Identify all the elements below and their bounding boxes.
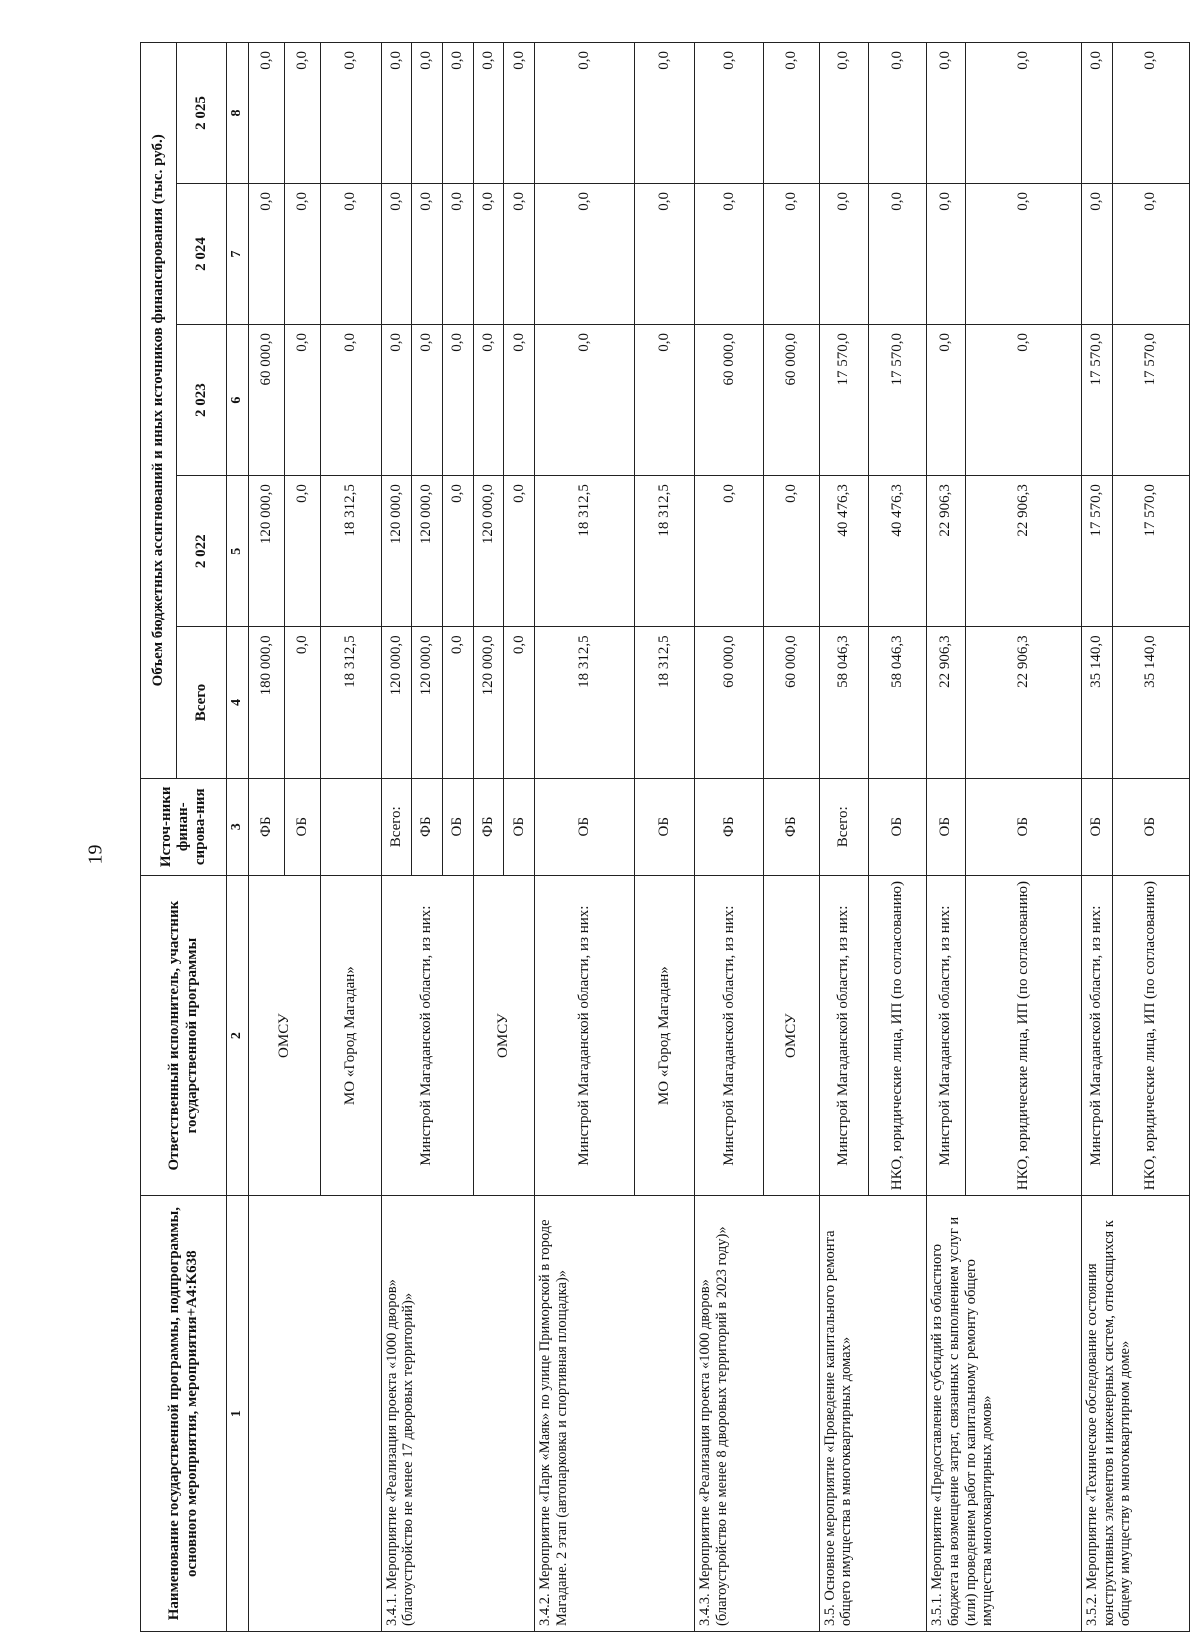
program-name-cell: 3.4.2. Мероприятие «Парк «Маяк» по улице Приморской в городе Магадане. 2 этап (автопарковка и спортивная площадка)» [535,1196,695,1632]
value-total: 120 000,0 [381,627,412,778]
value-2024: 0,0 [535,184,634,325]
source-cell: ОБ [965,778,1081,875]
col-number: 3 [227,778,249,875]
value-2023: 0,0 [412,324,443,475]
program-name-cell: 3.5.2. Мероприятие «Техническое обследование состояния конструктивных элементов и инженерных систем, относящихся к общему имуществу в многоквартирном доме» [1081,1196,1189,1632]
source-cell: ФБ [764,778,819,875]
value-2022: 120 000,0 [381,476,412,627]
header-2024: 2 024 [177,184,227,325]
col-number: 4 [227,627,249,778]
value-2024: 0,0 [819,184,869,325]
value-2023: 60 000,0 [695,324,764,475]
value-2023: 0,0 [504,324,535,475]
value-2025: 0,0 [1112,43,1189,184]
value-2025: 0,0 [535,43,634,184]
header-total: Всего [177,627,227,778]
value-total: 120 000,0 [412,627,443,778]
name-cell-empty [249,1196,382,1632]
col-number: 7 [227,184,249,325]
value-2024: 0,0 [284,184,320,325]
executor-cell: МО «Город Магадан» [634,875,695,1195]
value-2024: 0,0 [320,184,381,325]
value-2023: 17 570,0 [1081,324,1112,475]
page-number: 19 [84,844,107,865]
value-2025: 0,0 [412,43,443,184]
value-2025: 0,0 [442,43,473,184]
executor-cell: ОМСУ [249,875,321,1195]
value-total: 22 906,3 [927,627,966,778]
value-2023: 17 570,0 [819,324,869,475]
source-cell: ОБ [1112,778,1189,875]
value-2025: 0,0 [927,43,966,184]
value-2024: 0,0 [1112,184,1189,325]
source-cell: ФБ [412,778,443,875]
value-2023: 17 570,0 [869,324,927,475]
header-number-row [227,43,249,1632]
program-name-cell: 3.5.1. Мероприятие «Предоставление субсидий из областного бюджета на возмещение затрат, связанных с выполнением услуг и (или) проведением работ по капитальному ремонту общего имущества многоквартирных домов» [927,1196,1082,1632]
value-2025: 0,0 [764,43,819,184]
value-2024: 0,0 [764,184,819,325]
value-2022: 18 312,5 [535,476,634,627]
executor-cell: Минстрой Магаданской области, из них: [535,875,634,1195]
value-2024: 0,0 [1081,184,1112,325]
value-total: 35 140,0 [1081,627,1112,778]
table-row [249,43,285,1632]
table-row [927,43,966,1632]
program-name-cell: 3.4.1. Мероприятие «Реализация проекта «1000 дворов» (благоустройство не менее 17 дворовых территорий)» [381,1196,535,1632]
value-2025: 0,0 [381,43,412,184]
executor-cell: Минстрой Магаданской области, из них: [1081,875,1112,1195]
executor-cell: Минстрой Магаданской области, из них: [819,875,869,1195]
value-total: 58 046,3 [819,627,869,778]
value-total: 18 312,5 [535,627,634,778]
value-total: 18 312,5 [320,627,381,778]
table-row [381,43,412,1632]
value-2023: 0,0 [473,324,504,475]
table-row [695,43,764,1632]
value-2022: 0,0 [695,476,764,627]
value-2024: 0,0 [869,184,927,325]
program-name-cell: 3.5. Основное мероприятие «Проведение капитального ремонта общего имущества в многоквартирных домах» [819,1196,927,1632]
source-cell: ФБ [249,778,285,875]
executor-cell: НКО, юридические лица, ИП (по согласованию) [869,875,927,1195]
col-number: 1 [227,1196,249,1632]
col-number: 5 [227,476,249,627]
value-2023: 60 000,0 [249,324,285,475]
source-cell: ОБ [1081,778,1112,875]
budget-table [140,42,1190,1632]
value-2022: 17 570,0 [1081,476,1112,627]
executor-cell: НКО, юридические лица, ИП (по согласованию) [965,875,1081,1195]
value-2025: 0,0 [634,43,695,184]
value-2023: 0,0 [320,324,381,475]
header-2023: 2 023 [177,324,227,475]
value-total: 58 046,3 [869,627,927,778]
value-total: 120 000,0 [473,627,504,778]
header-executor: Ответственный исполнитель, участник государственной программы [141,875,227,1195]
value-2022: 18 312,5 [320,476,381,627]
header-2022: 2 022 [177,476,227,627]
value-total: 60 000,0 [695,627,764,778]
source-cell: ОБ [927,778,966,875]
value-2025: 0,0 [965,43,1081,184]
value-2023: 0,0 [965,324,1081,475]
col-number: 8 [227,43,249,184]
value-2023: 60 000,0 [764,324,819,475]
source-cell: Всего: [819,778,869,875]
value-total: 18 312,5 [634,627,695,778]
source-cell: ФБ [473,778,504,875]
value-2024: 0,0 [634,184,695,325]
value-2024: 0,0 [381,184,412,325]
value-2022: 120 000,0 [412,476,443,627]
value-2025: 0,0 [284,43,320,184]
value-2022: 40 476,3 [869,476,927,627]
executor-cell: ОМСУ [764,875,819,1195]
value-2025: 0,0 [869,43,927,184]
table-row [535,43,634,1632]
value-2022: 40 476,3 [819,476,869,627]
value-2023: 0,0 [381,324,412,475]
value-2024: 0,0 [695,184,764,325]
executor-cell: НКО, юридические лица, ИП (по согласованию) [1112,875,1189,1195]
executor-cell: ОМСУ [473,875,534,1195]
col-number: 6 [227,324,249,475]
source-cell: ОБ [504,778,535,875]
value-total: 0,0 [284,627,320,778]
value-total: 180 000,0 [249,627,285,778]
value-2024: 0,0 [927,184,966,325]
header-name: Наименование государственной программы, подпрограммы, основного мероприятия, мероприятия+A4:K638 [141,1196,227,1632]
value-2022: 18 312,5 [634,476,695,627]
table-row [819,43,869,1632]
rotated-table-container [140,42,1190,1632]
value-2025: 0,0 [249,43,285,184]
executor-cell: Минстрой Магаданской области, из них: [381,875,473,1195]
value-2022: 22 906,3 [927,476,966,627]
value-2024: 0,0 [249,184,285,325]
source-cell: ФБ [695,778,764,875]
value-2024: 0,0 [504,184,535,325]
value-2024: 0,0 [412,184,443,325]
value-2024: 0,0 [473,184,504,325]
value-2025: 0,0 [819,43,869,184]
value-2025: 0,0 [695,43,764,184]
value-total: 0,0 [504,627,535,778]
header-source: Источ-ники финан-сирова-ния [141,778,227,875]
value-2023: 0,0 [284,324,320,475]
header-row-1 [141,43,177,1632]
value-total: 60 000,0 [764,627,819,778]
value-2023: 17 570,0 [1112,324,1189,475]
source-cell: ОБ [869,778,927,875]
col-number: 2 [227,875,249,1195]
value-2023: 0,0 [442,324,473,475]
source-cell: ОБ [535,778,634,875]
value-2022: 120 000,0 [473,476,504,627]
value-total: 0,0 [442,627,473,778]
value-total: 22 906,3 [965,627,1081,778]
value-2022: 0,0 [442,476,473,627]
value-2025: 0,0 [473,43,504,184]
executor-cell: Минстрой Магаданской области, из них: [695,875,764,1195]
value-2022: 17 570,0 [1112,476,1189,627]
source-cell: Всего: [381,778,412,875]
value-2022: 0,0 [504,476,535,627]
header-funding-group: Объем бюджетных ассигнований и иных источников финансирования (тыс. руб.) [141,43,177,779]
source-cell: ОБ [442,778,473,875]
value-2022: 120 000,0 [249,476,285,627]
value-2023: 0,0 [927,324,966,475]
value-2022: 0,0 [284,476,320,627]
source-cell [320,778,381,875]
value-2022: 22 906,3 [965,476,1081,627]
value-2022: 0,0 [764,476,819,627]
table-row [1081,43,1112,1632]
source-cell: ОБ [284,778,320,875]
value-2024: 0,0 [442,184,473,325]
source-cell: ОБ [634,778,695,875]
value-2025: 0,0 [1081,43,1112,184]
executor-cell: МО «Город Магадан» [320,875,381,1195]
value-2023: 0,0 [535,324,634,475]
value-2025: 0,0 [320,43,381,184]
value-total: 35 140,0 [1112,627,1189,778]
program-name-cell: 3.4.3. Мероприятие «Реализация проекта «1000 дворов» (благоустройство не менее 8 дворовых территорий в 2023 году)» [695,1196,819,1632]
value-2025: 0,0 [504,43,535,184]
value-2023: 0,0 [634,324,695,475]
value-2024: 0,0 [965,184,1081,325]
header-2025: 2 025 [177,43,227,184]
executor-cell: Минстрой Магаданской области, из них: [927,875,966,1195]
